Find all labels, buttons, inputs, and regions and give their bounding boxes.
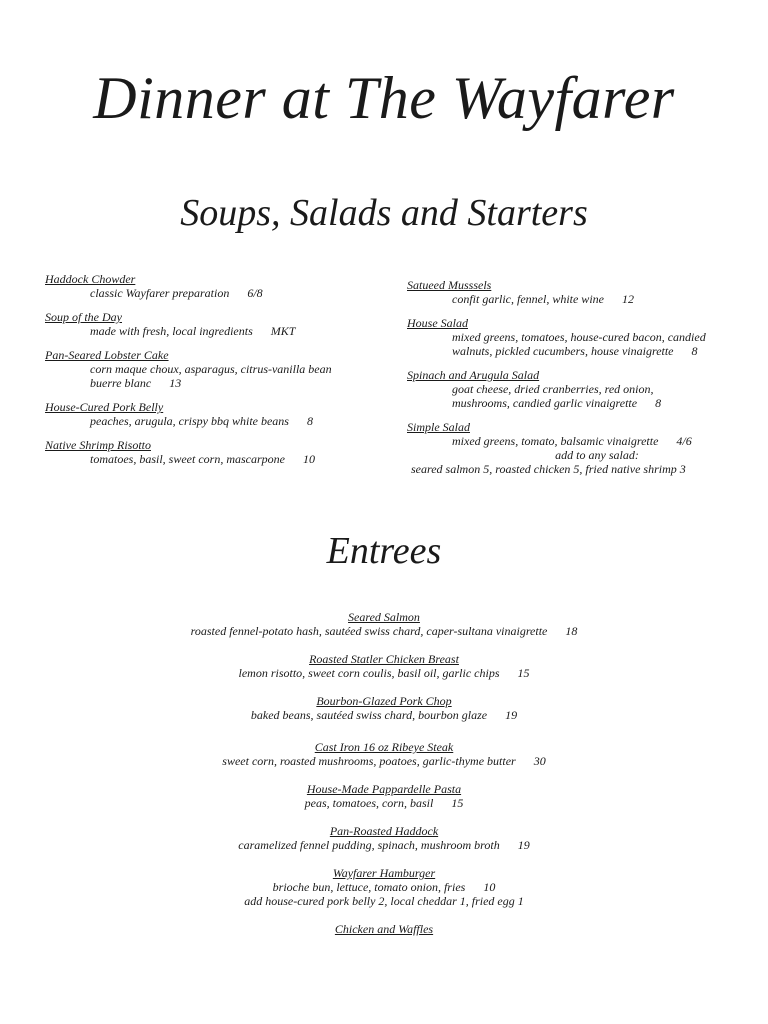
item-name: Pan-Seared Lobster Cake: [45, 348, 169, 362]
item-name: Bourbon-Glazed Pork Chop: [316, 694, 452, 708]
item-description: brioche bun, lettuce, tomato onion, fries 10: [272, 880, 496, 894]
item-price: 10: [483, 880, 496, 894]
menu-item: [0, 922, 768, 936]
menu-item: [407, 278, 747, 306]
item-name: Simple Salad: [407, 420, 470, 434]
menu-item: [45, 272, 375, 300]
item-price: 19: [517, 838, 530, 852]
item-name: House-Made Pappardelle Pasta: [306, 782, 462, 796]
item-description: sweet corn, roasted mushrooms, poatoes, garlic-thyme butter 30: [222, 754, 546, 768]
item-price: 4/6: [676, 434, 692, 448]
menu-title: Dinner at The Wayfarer: [93, 65, 675, 131]
menu-item: [0, 610, 768, 638]
item-name: Soup of the Day: [45, 310, 122, 324]
item-description: confit garlic, fennel, white wine 12: [452, 292, 634, 306]
item-name: Chicken and Waffles: [334, 922, 434, 936]
item-description: mixed greens, tomato, balsamic vinaigrette 4/6: [452, 434, 692, 448]
section-heading-starters: Soups, Salads and Starters: [180, 192, 588, 234]
item-name: Satueed Musssels: [407, 278, 492, 292]
item-description: classic Wayfarer preparation 6/8: [90, 286, 263, 300]
item-name: Roasted Statler Chicken Breast: [309, 652, 459, 666]
menu-item: [0, 866, 768, 908]
item-price: 8: [306, 414, 313, 428]
entrees-list: [0, 610, 768, 950]
item-price: 12: [621, 292, 634, 306]
menu-item: [45, 310, 375, 338]
starters-left-column: [45, 272, 375, 476]
item-name: Wayfarer Hamburger: [332, 866, 436, 880]
item-description: mixed greens, tomatoes, house-cured bacon, candied: [452, 330, 706, 344]
menu-item: [407, 368, 747, 410]
menu-item: [0, 824, 768, 852]
item-description: walnuts, pickled cucumbers, house vinaigrette 8: [452, 344, 698, 358]
item-price: 19: [505, 708, 518, 722]
item-addons: add house-cured pork belly 2, local cheddar 1, fried egg 1: [244, 894, 524, 908]
menu-item: [0, 694, 768, 722]
item-description: roasted fennel-potato hash, sautéed swiss chard, caper-sultana vinaigrette 18: [190, 624, 578, 638]
item-name: Haddock Chowder: [45, 272, 136, 286]
starters-right-column: [407, 278, 747, 486]
item-price: 6/8: [247, 286, 263, 300]
item-description: peaches, arugula, crispy bbq white beans 8: [90, 414, 313, 428]
item-price: 18: [565, 624, 578, 638]
menu-item: [45, 438, 375, 466]
item-description: goat cheese, dried cranberries, red onion,: [452, 382, 654, 396]
item-name: Native Shrimp Risotto: [45, 438, 151, 452]
item-name: Cast Iron 16 oz Ribeye Steak: [314, 740, 454, 754]
item-price: 8: [655, 396, 662, 410]
menu-item: [45, 400, 375, 428]
item-price: 13: [169, 376, 182, 390]
menu-item: [407, 420, 747, 476]
item-description: baked beans, sautéed swiss chard, bourbon glaze 19: [250, 708, 518, 722]
item-price: 15: [451, 796, 464, 810]
item-description: buerre blanc 13: [90, 376, 182, 390]
item-name: Pan-Roasted Haddock: [329, 824, 439, 838]
menu-item: [0, 782, 768, 810]
salad-addon-options: seared salmon 5, roasted chicken 5, fried native shrimp 3: [411, 462, 686, 476]
item-name: House Salad: [407, 316, 468, 330]
item-description: made with fresh, local ingredients MKT: [90, 324, 296, 338]
item-description: lemon risotto, sweet corn coulis, basil oil, garlic chips 15: [238, 666, 530, 680]
item-description: tomatoes, basil, sweet corn, mascarpone 10: [90, 452, 315, 466]
item-price: 15: [517, 666, 530, 680]
salad-addon-heading: add to any salad:: [555, 448, 639, 462]
menu-item: [45, 348, 375, 390]
menu-item: [0, 740, 768, 768]
menu-item: [0, 652, 768, 680]
item-name: Seared Salmon: [348, 610, 420, 624]
item-description: caramelized fennel pudding, spinach, mushroom broth 19: [238, 838, 530, 852]
item-description: corn maque choux, asparagus, citrus-vanilla bean: [90, 362, 332, 376]
item-price: 10: [302, 452, 315, 466]
item-description: peas, tomatoes, corn, basil 15: [304, 796, 464, 810]
item-name: Spinach and Arugula Salad: [407, 368, 540, 382]
menu-item: [407, 316, 747, 358]
item-price: 8: [691, 344, 698, 358]
item-price: MKT: [270, 324, 296, 338]
item-name: House-Cured Pork Belly: [45, 400, 164, 414]
item-price: 30: [533, 754, 546, 768]
item-description: mushrooms, candied garlic vinaigrette 8: [452, 396, 662, 410]
section-heading-entrees: Entrees: [326, 530, 442, 572]
